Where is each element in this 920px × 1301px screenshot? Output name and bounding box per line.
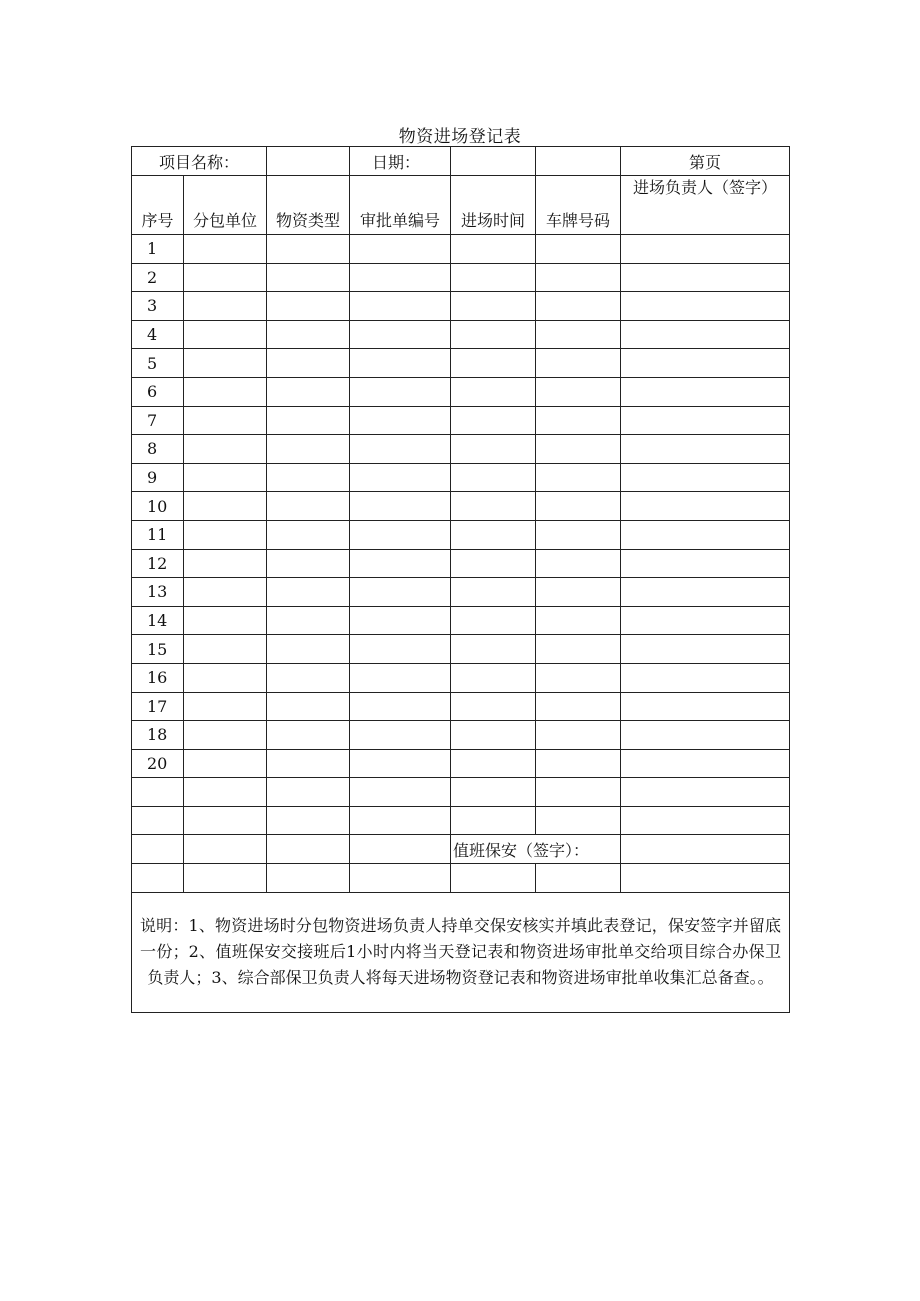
project-name-cell[interactable] xyxy=(267,147,350,176)
entry-cell[interactable] xyxy=(267,520,350,549)
entry-cell[interactable] xyxy=(267,635,350,664)
entry-cell[interactable] xyxy=(267,292,350,321)
row-number: 18 xyxy=(132,721,184,750)
table-row xyxy=(132,806,790,835)
entry-cell[interactable] xyxy=(350,435,451,464)
entry-cell[interactable] xyxy=(621,292,790,321)
notes-text: 说明：1、物资进场时分包物资进场负责人持单交保安核实并填此表登记，保安签字并留底一份；2、值班保安交接班后1小时内将当天登记表和物资进场审批单交给项目综合办保卫负责人；3、综合部保卫负责人将每天进场物资登记表和物资进场审批单收集汇总备查。。 xyxy=(132,892,790,1012)
entry-cell[interactable] xyxy=(621,320,790,349)
entry-cell[interactable] xyxy=(184,292,267,321)
row-number: 16 xyxy=(132,663,184,692)
entry-cell[interactable] xyxy=(184,635,267,664)
entry-cell[interactable] xyxy=(267,492,350,521)
table-row xyxy=(132,263,790,292)
row-number: 5 xyxy=(132,349,184,378)
entry-cell[interactable] xyxy=(621,778,790,807)
entry-cell[interactable] xyxy=(184,263,267,292)
entry-cell[interactable] xyxy=(621,435,790,464)
entry-cell[interactable] xyxy=(267,349,350,378)
date-cell[interactable] xyxy=(451,147,536,176)
table-row xyxy=(132,377,790,406)
row-number: 1 xyxy=(132,235,184,264)
entry-cell[interactable] xyxy=(621,864,790,893)
entry-cell[interactable] xyxy=(350,864,451,893)
entry-cell[interactable] xyxy=(451,721,536,750)
entry-cell[interactable] xyxy=(451,520,536,549)
date-cell-2[interactable] xyxy=(536,147,621,176)
entry-cell[interactable] xyxy=(267,377,350,406)
entry-cell[interactable] xyxy=(536,349,621,378)
header-plate-no: 车牌号码 xyxy=(536,176,621,235)
entry-cell[interactable] xyxy=(350,492,451,521)
table-row xyxy=(132,320,790,349)
entry-cell[interactable] xyxy=(451,349,536,378)
table-row xyxy=(132,349,790,378)
entry-cell[interactable] xyxy=(184,377,267,406)
entry-cell[interactable] xyxy=(621,235,790,264)
row-number: 20 xyxy=(132,749,184,778)
entry-cell[interactable] xyxy=(350,721,451,750)
row-number xyxy=(132,778,184,807)
entry-cell[interactable] xyxy=(267,320,350,349)
row-number: 15 xyxy=(132,635,184,664)
entry-cell[interactable] xyxy=(536,377,621,406)
entry-cell[interactable] xyxy=(621,606,790,635)
entry-cell[interactable] xyxy=(350,463,451,492)
row-number: 17 xyxy=(132,692,184,721)
entry-cell[interactable] xyxy=(184,778,267,807)
entry-cell[interactable] xyxy=(267,721,350,750)
top-info-row xyxy=(132,147,790,176)
entry-cell[interactable] xyxy=(536,635,621,664)
entry-cell[interactable] xyxy=(350,320,451,349)
header-row xyxy=(132,176,790,235)
entry-cell[interactable] xyxy=(350,778,451,807)
entry-cell[interactable] xyxy=(451,292,536,321)
table-row xyxy=(132,292,790,321)
entry-cell[interactable] xyxy=(267,835,350,864)
entry-cell[interactable] xyxy=(267,778,350,807)
row-number: 8 xyxy=(132,435,184,464)
table-row xyxy=(132,835,790,864)
entry-cell[interactable] xyxy=(536,721,621,750)
form-title: 物资进场登记表 xyxy=(398,127,522,147)
header-seq: 序号 xyxy=(132,176,184,235)
project-name-label: 项目名称： xyxy=(132,147,267,176)
header-entry-time: 进场时间 xyxy=(451,176,536,235)
entry-cell[interactable] xyxy=(451,635,536,664)
entry-cell[interactable] xyxy=(350,835,451,864)
header-responsible: 进场负责人（签字） xyxy=(621,176,790,235)
entry-cell[interactable] xyxy=(451,692,536,721)
entry-cell[interactable] xyxy=(267,663,350,692)
table-row xyxy=(132,578,790,607)
table-row xyxy=(132,864,790,893)
entry-cell[interactable] xyxy=(267,263,350,292)
entry-cell[interactable] xyxy=(350,549,451,578)
entry-cell[interactable] xyxy=(451,578,536,607)
table-row xyxy=(132,435,790,464)
entry-cell[interactable] xyxy=(536,578,621,607)
entry-cell[interactable] xyxy=(184,806,267,835)
entry-cell[interactable] xyxy=(621,663,790,692)
table-row xyxy=(132,778,790,807)
row-number: 12 xyxy=(132,549,184,578)
entry-cell[interactable] xyxy=(184,235,267,264)
entry-cell[interactable] xyxy=(621,806,790,835)
entry-cell[interactable] xyxy=(184,835,267,864)
table-row xyxy=(132,692,790,721)
entry-cell[interactable] xyxy=(350,520,451,549)
entry-cell[interactable] xyxy=(350,292,451,321)
entry-cell[interactable] xyxy=(621,406,790,435)
entry-cell[interactable] xyxy=(184,549,267,578)
entry-cell[interactable] xyxy=(536,292,621,321)
entry-cell[interactable] xyxy=(267,463,350,492)
row-number xyxy=(132,864,184,893)
entry-cell[interactable] xyxy=(267,235,350,264)
entry-cell[interactable] xyxy=(536,320,621,349)
entry-cell[interactable] xyxy=(350,406,451,435)
entry-cell[interactable] xyxy=(451,749,536,778)
guard-signature-cell[interactable] xyxy=(621,835,790,864)
entry-cell[interactable] xyxy=(350,606,451,635)
row-number: 6 xyxy=(132,377,184,406)
entry-cell[interactable] xyxy=(184,749,267,778)
entry-cell[interactable] xyxy=(536,806,621,835)
entry-cell[interactable] xyxy=(184,349,267,378)
row-number xyxy=(132,806,184,835)
entry-cell[interactable] xyxy=(451,320,536,349)
entry-cell[interactable] xyxy=(350,806,451,835)
row-number: 10 xyxy=(132,492,184,521)
table-row xyxy=(132,520,790,549)
row-number: 3 xyxy=(132,292,184,321)
entry-cell[interactable] xyxy=(621,721,790,750)
entry-cell[interactable] xyxy=(536,263,621,292)
entry-cell[interactable] xyxy=(267,578,350,607)
entry-cell[interactable] xyxy=(621,263,790,292)
entry-cell[interactable] xyxy=(451,864,536,893)
entry-cell[interactable] xyxy=(350,377,451,406)
entry-cell[interactable] xyxy=(451,377,536,406)
row-number: 14 xyxy=(132,606,184,635)
entry-cell[interactable] xyxy=(267,864,350,893)
entry-cell[interactable] xyxy=(451,263,536,292)
row-number: 11 xyxy=(132,520,184,549)
table-row xyxy=(132,549,790,578)
entry-cell[interactable] xyxy=(536,435,621,464)
entry-cell[interactable] xyxy=(184,435,267,464)
table-row xyxy=(132,406,790,435)
table-row xyxy=(132,663,790,692)
table-row xyxy=(132,235,790,264)
row-number: 7 xyxy=(132,406,184,435)
date-label: 日期： xyxy=(350,147,451,176)
row-number: 9 xyxy=(132,463,184,492)
entry-cell[interactable] xyxy=(184,406,267,435)
entry-cell[interactable] xyxy=(184,463,267,492)
entry-cell[interactable] xyxy=(451,463,536,492)
entry-cell[interactable] xyxy=(536,235,621,264)
entry-cell[interactable] xyxy=(184,520,267,549)
entry-cell[interactable] xyxy=(621,463,790,492)
entry-cell[interactable] xyxy=(350,635,451,664)
entry-cell[interactable] xyxy=(267,435,350,464)
entry-cell[interactable] xyxy=(451,492,536,521)
entry-cell[interactable] xyxy=(267,406,350,435)
entry-cell[interactable] xyxy=(621,349,790,378)
entry-cell[interactable] xyxy=(267,549,350,578)
entry-cell[interactable] xyxy=(267,606,350,635)
row-number: 4 xyxy=(132,320,184,349)
entry-cell[interactable] xyxy=(350,349,451,378)
table-row xyxy=(132,721,790,750)
table-row xyxy=(132,635,790,664)
entry-cell[interactable] xyxy=(536,663,621,692)
entry-cell[interactable] xyxy=(536,520,621,549)
entry-cell[interactable] xyxy=(621,549,790,578)
entry-cell[interactable] xyxy=(621,492,790,521)
row-number: 2 xyxy=(132,263,184,292)
table-row xyxy=(132,606,790,635)
entry-cell[interactable] xyxy=(451,806,536,835)
row-number xyxy=(132,835,184,864)
table-row xyxy=(132,749,790,778)
table-row xyxy=(132,463,790,492)
entry-cell[interactable] xyxy=(536,749,621,778)
entry-cell[interactable] xyxy=(184,578,267,607)
page-label: 第页 xyxy=(621,147,790,176)
entry-cell[interactable] xyxy=(621,749,790,778)
entry-cell[interactable] xyxy=(184,864,267,893)
entry-cell[interactable] xyxy=(451,549,536,578)
entry-cell[interactable] xyxy=(621,578,790,607)
entry-cell[interactable] xyxy=(451,235,536,264)
header-material-type: 物资类型 xyxy=(267,176,350,235)
entry-cell[interactable] xyxy=(350,578,451,607)
entry-cell[interactable] xyxy=(451,663,536,692)
table-row xyxy=(132,492,790,521)
entry-cell[interactable] xyxy=(184,320,267,349)
entry-cell[interactable] xyxy=(621,377,790,406)
entry-cell[interactable] xyxy=(536,778,621,807)
entry-cell[interactable] xyxy=(536,864,621,893)
entry-cell[interactable] xyxy=(267,806,350,835)
entry-cell[interactable] xyxy=(451,606,536,635)
guard-signature-label: 值班保安（签字）： xyxy=(451,835,621,864)
entry-cell[interactable] xyxy=(536,549,621,578)
entry-cell[interactable] xyxy=(350,692,451,721)
entry-cell[interactable] xyxy=(536,692,621,721)
row-number: 13 xyxy=(132,578,184,607)
entry-cell[interactable] xyxy=(451,406,536,435)
entry-cell[interactable] xyxy=(184,492,267,521)
entry-cell[interactable] xyxy=(350,263,451,292)
entry-cell[interactable] xyxy=(267,749,350,778)
header-approval-no: 审批单编号 xyxy=(350,176,451,235)
entry-cell[interactable] xyxy=(621,692,790,721)
entry-cell[interactable] xyxy=(184,721,267,750)
entry-cell[interactable] xyxy=(621,520,790,549)
entry-cell[interactable] xyxy=(536,463,621,492)
entry-cell[interactable] xyxy=(267,692,350,721)
entry-cell[interactable] xyxy=(536,492,621,521)
entry-cell[interactable] xyxy=(350,663,451,692)
registration-table xyxy=(131,146,790,1013)
entry-cell[interactable] xyxy=(184,606,267,635)
entry-cell[interactable] xyxy=(184,663,267,692)
entry-cell[interactable] xyxy=(350,235,451,264)
entry-cell[interactable] xyxy=(536,406,621,435)
entry-cell[interactable] xyxy=(621,635,790,664)
entry-cell[interactable] xyxy=(451,778,536,807)
entry-cell[interactable] xyxy=(184,692,267,721)
entry-cell[interactable] xyxy=(536,606,621,635)
header-subcontractor: 分包单位 xyxy=(184,176,267,235)
notes-row xyxy=(132,892,790,1012)
entry-cell[interactable] xyxy=(350,749,451,778)
entry-cell[interactable] xyxy=(451,435,536,464)
